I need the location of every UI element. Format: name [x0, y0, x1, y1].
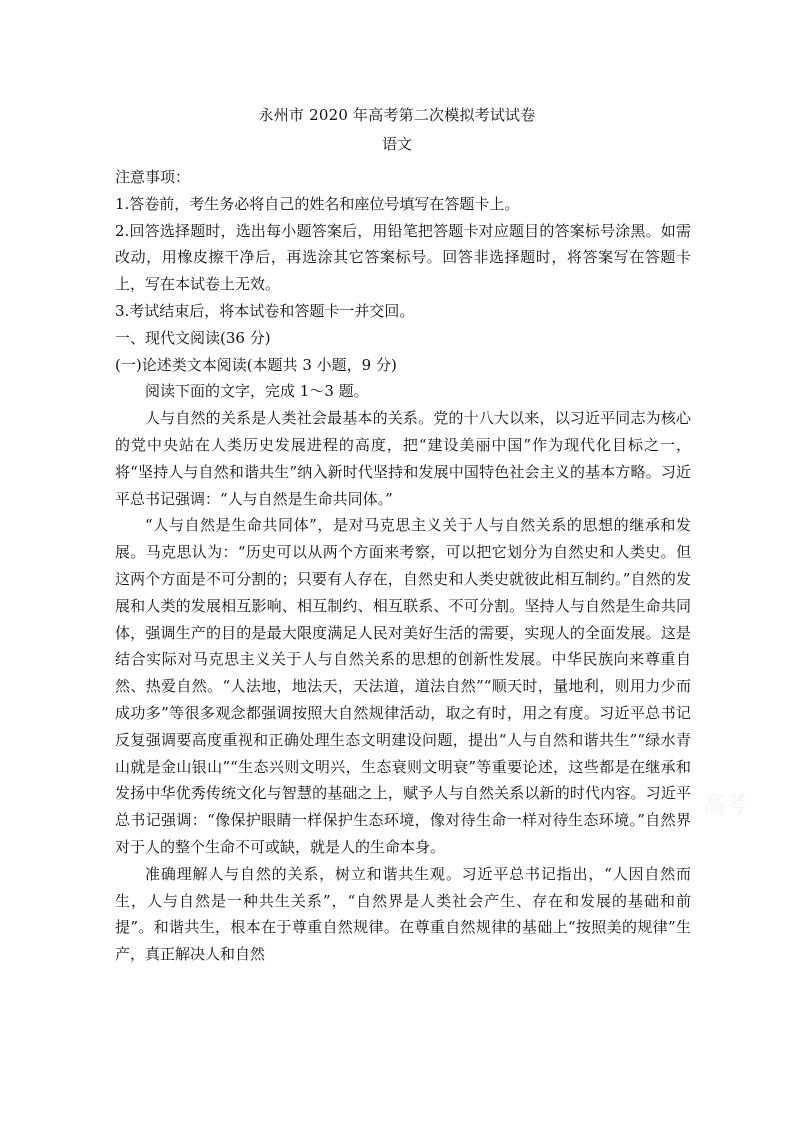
section-heading: 一、现代文阅读(36 分) [115, 328, 271, 347]
exam-title: 永州市 2020 年高考第二次模拟考试试卷 [258, 106, 536, 124]
passage-paragraph: 准确理解人与自然的关系，树立和谐共生观。习近平总书记指出，“人因自然而生，人与自然是一种共生关系”，“自然界是人类社会产生、存在和发展的基础和前提”。和谐共生，根本在于尊重自然规律。在尊重自然规律的基础上“按照美的规律”生产，真正解决人和自然 [115, 864, 691, 964]
exam-content [115, 164, 691, 968]
passage-paragraph: 人与自然的关系是人类社会最基本的关系。党的十八大以来，以习近平同志为核心的党中央站在人类历史发展进程的高度，把“建设美丽中国”作为现代化目标之一，将“坚持人与自然和谐共生”纳入新时代坚持和发展中国特色社会主义的基本方略。习近平总书记强调：“人与自然是生命共同体。” [115, 409, 691, 508]
subject-title: 语文 [381, 135, 412, 153]
watermark: 高考 [703, 793, 748, 818]
notice-heading: 注意事项： [115, 168, 191, 186]
notice-item: 1.答卷前，考生务必将自己的姓名和座位号填写在答题卡上。 [115, 194, 520, 213]
notice-item: 3.考试结束后，将本试卷和答题卡一并交回。 [115, 301, 415, 320]
passage-paragraph: “人与自然是生命共同体”，是对马克思主义关于人与自然关系的思想的继承和发展。马克思认为：“历史可以从两个方面来考察，可以把它划分为自然史和人类史。但这两个方面是不可分割的；只要有人存在，自然史和人类史就彼此相互制约。”自然的发展和人类的发展相互影响、相互制约、相互联系、不可分割。坚持人与自然是生命共同体，强调生产的目的是最大限度满足人民对美好生活的需要，实现人的全面发展。这是结合实际对马克思主义关于人与自然关系的思想的创新性发展。中华民族向来尊重自然、热爱自然。“人法地，地法天，天法道，道法自然”“顺天时，量地利，则用力少而成功多”等很多观念都强调按照大自然规律活动，取之有时，用之有度。习近平总书记反复强调要高度重视和正确处理生态文明建设问题，提出“人与自然和谐共生”“绿水青山就是金山银山”“生态兴则文明兴，生态衰则文明衰”等重要论述，这些都是在继承和发扬中华优秀传统文化与智慧的基础之上，赋予人与自然关系以新的时代内容。习近平总书记强调：“像保护眼睛一样保护生态环境，像对待生命一样对待生态环境。”自然界对于人的整个生命不可或缺，就是人的生命本身。 [115, 516, 691, 856]
notice-item: 2.回答选择题时，选出每小题答案后，用铅笔把答题卡对应题目的答案标号涂黑。如需改动，用橡皮擦干净后，再选涂其它答案标号。回答非选择题时，将答案写在答题卡上，写在本试卷上无效。 [115, 221, 691, 294]
reading-instruction: 阅读下面的文字，完成 1～3 题。 [145, 382, 369, 401]
sub-section-heading: (一)论述类文本阅读(本题共 3 小题，9 分) [115, 355, 397, 374]
